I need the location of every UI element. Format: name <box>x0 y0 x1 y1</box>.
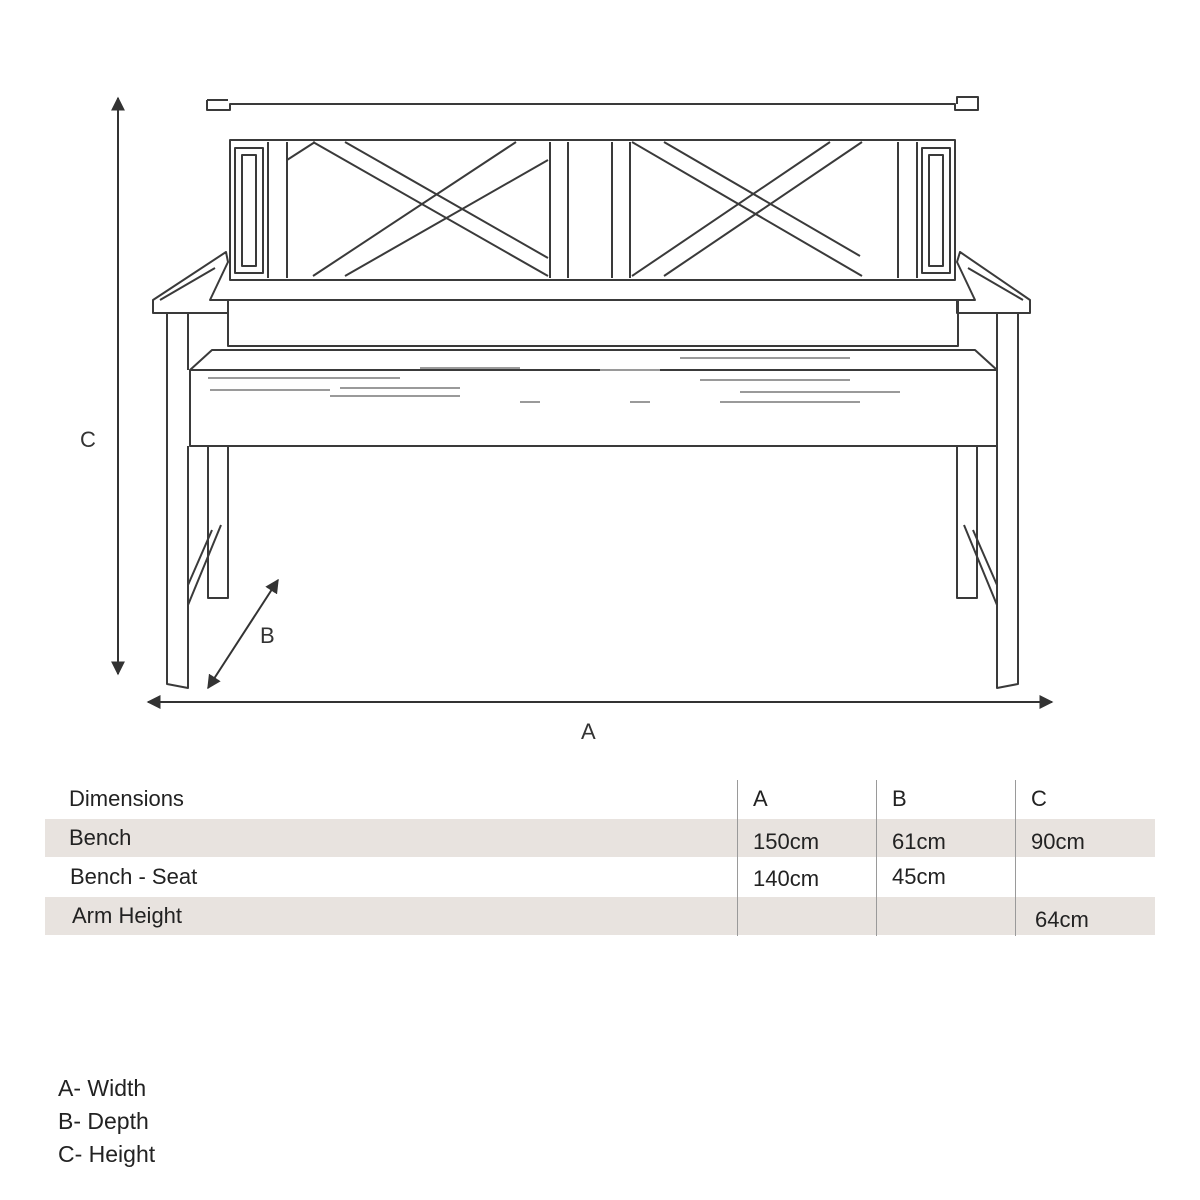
row-value-a: 150cm <box>753 829 820 854</box>
left-x-brace <box>287 142 548 276</box>
table-header-row <box>45 780 1155 818</box>
table-row <box>45 858 1155 896</box>
header-c: C <box>1031 786 1047 811</box>
header-b: B <box>892 786 907 811</box>
legend-item-width: A- Width <box>58 1075 147 1101</box>
table-row <box>45 897 1155 935</box>
row-name: Arm Height <box>72 903 183 928</box>
label-c: C <box>80 427 96 452</box>
column-divider <box>737 780 738 936</box>
column-divider <box>1015 780 1016 936</box>
dimension-legend <box>58 1072 155 1171</box>
row-value-c: 64cm <box>1035 907 1089 932</box>
label-a: A <box>581 719 596 744</box>
header-dimensions: Dimensions <box>69 786 184 811</box>
table-row <box>45 819 1155 857</box>
row-value-b: 45cm <box>892 864 946 889</box>
seat-grain <box>208 358 900 402</box>
left-front-leg <box>167 313 188 688</box>
row-value-b: 61cm <box>892 829 946 854</box>
right-x-brace <box>632 142 862 276</box>
legend-item-depth: B- Depth <box>58 1108 149 1134</box>
lower-back-rail <box>228 300 958 346</box>
header-a: A <box>753 786 768 811</box>
label-b: B <box>260 623 275 648</box>
seat <box>190 370 997 446</box>
dimensions-table <box>45 780 1155 936</box>
row-name: Bench - Seat <box>70 864 198 889</box>
row-value-a: 140cm <box>753 866 820 891</box>
column-divider <box>876 780 877 936</box>
right-front-leg <box>997 313 1018 688</box>
row-name: Bench <box>69 825 132 850</box>
top-rail <box>207 97 978 110</box>
legend-item-height: C- Height <box>58 1141 156 1167</box>
row-value-c: 90cm <box>1031 829 1085 854</box>
